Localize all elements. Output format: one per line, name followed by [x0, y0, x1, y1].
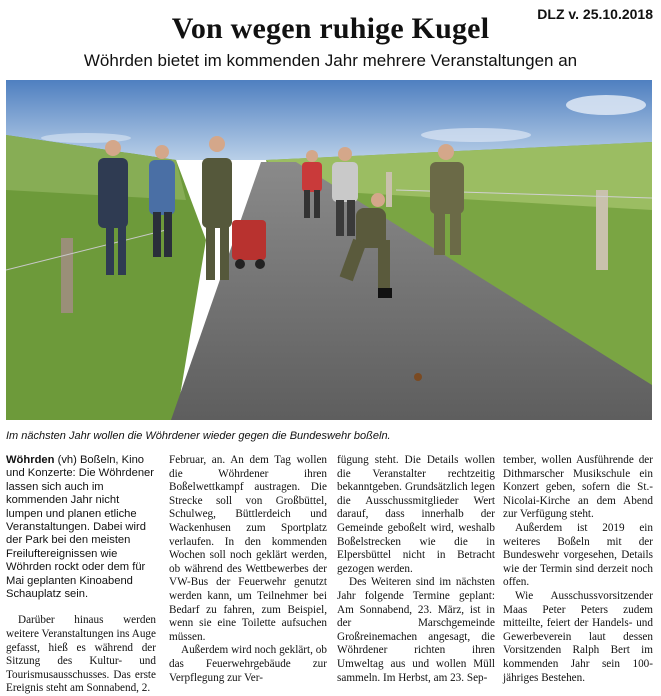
article-paragraph: tember, wollen Ausführende der Dithmarscher Musikschule ein Konzert geben, sofern die St.-Nicolai-Kirche an dem Abend zur Verfügung steht. — [503, 454, 653, 521]
article-column-1 — [6, 454, 156, 696]
article-column-2 — [169, 454, 327, 685]
article-paragraph: Außerdem wird noch geklärt, ob das Feuerwehrgebäude zur Verpflegung zur Ver- — [169, 644, 327, 684]
article-column-4 — [503, 454, 653, 685]
article-lead — [6, 454, 156, 601]
article-paragraph: fügung steht. Die Details wollen die Veranstalter rechtzeitig bekanntgeben. Grundsätzlich legen die Ausschussmitglieder Wert darauf, dass innerhalb der Gemeinde geboßelt wird, weshalb Boßelstrecken wie die in Elpersbüttel nicht in Betracht gezogen werden. — [337, 454, 495, 575]
source-date-label: DLZ v. 25.10.2018 — [537, 6, 653, 22]
article-lead-text: (vh) Boßeln, Kino und Konzerte: Die Wöhrdener lassen sich auch im kommenden Jahr nicht lumpen und planen etliche Veranstaltungen. Dabei wird der Park bei den meisten Freiluftereignissen wie Wöhrden rockt oder dem für Mai geplanten Kinoabend Schauplatz sein. — [6, 454, 155, 601]
article-paragraph: Wie Ausschussvorsitzender Maas Peter Peters zudem mitteilte, feiert der Handels- und Gewerbeverein laut dessen Vorsitzenden Ralph Bert im kommenden Jahr sein 100-jähriges Bestehen. — [503, 589, 653, 684]
article-dateline: Wöhrden — [6, 454, 55, 466]
bosseln-scene-image — [6, 80, 652, 420]
article-paragraph: Februar, an. An dem Tag wollen die Wöhrdener ihren Boßelwettkampf austragen. Die Strecke soll von Großbüttel, Schulweg, Büttlerdeich und Wackenhusen zum Sportplatz verlaufen. In den kommenden Wochen soll noch geklärt werden, ob während des Wettbewerbes der VW-Bus der Feuerwehr genutzt werden kann, um Teilnehmer bei Bedarf zu fahren, zum Beispiel, wenn sie eine Toilette aufsuchen müssen. — [169, 454, 327, 643]
photo-caption: Im nächsten Jahr wollen die Wöhrdener wieder gegen die Bundeswehr boßeln. — [6, 430, 391, 442]
article-column-3 — [337, 454, 495, 685]
article-subheadline: Wöhrden bietet im kommenden Jahr mehrere Veranstaltungen an — [83, 51, 578, 70]
article-paragraph: Darüber hinaus werden weitere Veranstaltungen ins Auge gefasst, hieß es während der Sitzung des Kultur- und Tourismusausschusses. Das erste Ereignis steht am Sonnabend, 2. — [6, 614, 156, 695]
article-paragraph: Außerdem ist 2019 ein weiteres Boßeln mit der Bundeswehr vorgesehen, Details wie der Termin sind derzeit noch offen. — [503, 521, 653, 589]
article-body — [6, 454, 653, 695]
article-paragraph: Des Weiteren sind im nächsten Jahr folgende Termine geplant: Am Sonnabend, 23. März, ist in der Marschgemeinde Großreinemachen angesagt, die Wöhrdener richten ihren Umweltag aus und wollen Müll sammeln. Im Herbst, am 23. Sep- — [337, 576, 495, 684]
article-photo — [6, 80, 652, 420]
article-headline: Von wegen ruhige Kugel — [171, 12, 490, 45]
